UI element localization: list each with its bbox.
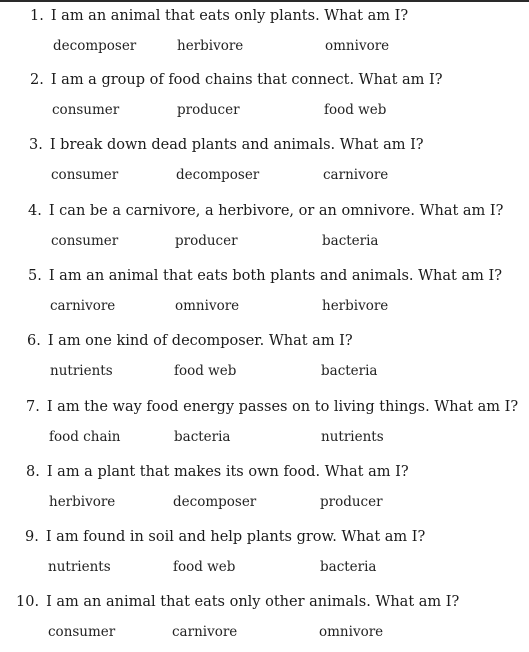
- question-8: [0, 462, 529, 522]
- answer-option-3[interactable]: omnivore: [319, 624, 384, 640]
- question-number: 8.: [26, 464, 40, 480]
- answer-option-2[interactable]: producer: [175, 233, 238, 249]
- answer-option-3[interactable]: herbivore: [322, 298, 389, 314]
- question-line: [30, 6, 408, 26]
- question-text: I break down dead plants and animals. What am I?: [49, 137, 424, 153]
- top-rule: [0, 0, 529, 2]
- answer-option-1[interactable]: nutrients: [50, 363, 113, 379]
- answer-option-2[interactable]: food web: [173, 559, 236, 575]
- question-text: I am a group of food chains that connect. What am I?: [50, 72, 443, 88]
- answer-option-1[interactable]: carnivore: [50, 298, 116, 314]
- answer-option-3[interactable]: food web: [324, 102, 387, 118]
- question-text: I am an animal that eats only plants. What am I?: [50, 8, 409, 24]
- question-number: 4.: [28, 203, 42, 219]
- question-line: [28, 266, 502, 286]
- question-line: [25, 527, 425, 547]
- question-text: I am found in soil and help plants grow. What am I?: [45, 529, 426, 545]
- answer-option-1[interactable]: nutrients: [48, 559, 111, 575]
- question-number: 7.: [26, 399, 40, 415]
- question-line: [27, 331, 353, 351]
- answer-option-2[interactable]: carnivore: [172, 624, 238, 640]
- question-text: I am the way food energy passes on to living things. What am I?: [46, 399, 519, 415]
- answer-option-3[interactable]: bacteria: [322, 233, 379, 249]
- question-9: [0, 527, 529, 587]
- question-10: [0, 592, 529, 652]
- question-line: [26, 462, 409, 482]
- question-2: [0, 70, 529, 130]
- answer-option-3[interactable]: bacteria: [320, 559, 377, 575]
- answer-option-3[interactable]: omnivore: [325, 38, 390, 54]
- question-line: [28, 201, 503, 221]
- answer-option-3[interactable]: bacteria: [321, 363, 378, 379]
- answer-option-2[interactable]: bacteria: [174, 429, 231, 445]
- answer-option-2[interactable]: herbivore: [177, 38, 244, 54]
- answer-option-1[interactable]: consumer: [51, 167, 119, 183]
- question-number: 3.: [29, 137, 43, 153]
- question-number: 2.: [30, 72, 44, 88]
- question-number: 9.: [25, 529, 39, 545]
- question-number: 5.: [28, 268, 42, 284]
- answer-option-2[interactable]: decomposer: [173, 494, 257, 510]
- question-4: [0, 201, 529, 261]
- answer-option-1[interactable]: decomposer: [53, 38, 137, 54]
- question-line: [26, 397, 518, 417]
- question-line: [29, 135, 424, 155]
- question-6: [0, 331, 529, 391]
- question-line: [16, 592, 459, 612]
- answer-option-1[interactable]: consumer: [48, 624, 116, 640]
- question-3: [0, 135, 529, 195]
- question-5: [0, 266, 529, 326]
- answer-option-3[interactable]: carnivore: [323, 167, 389, 183]
- question-number: 6.: [27, 333, 41, 349]
- answer-option-2[interactable]: decomposer: [176, 167, 260, 183]
- answer-option-2[interactable]: food web: [174, 363, 237, 379]
- answer-option-1[interactable]: consumer: [51, 233, 119, 249]
- answer-option-1[interactable]: herbivore: [49, 494, 116, 510]
- answer-option-3[interactable]: producer: [320, 494, 383, 510]
- question-7: [0, 397, 529, 457]
- question-text: I am a plant that makes its own food. What am I?: [46, 464, 409, 480]
- answer-option-2[interactable]: producer: [177, 102, 240, 118]
- answer-option-1[interactable]: food chain: [49, 429, 121, 445]
- question-number: 1.: [30, 8, 44, 24]
- question-text: I am one kind of decomposer. What am I?: [47, 333, 353, 349]
- question-text: I am an animal that eats both plants and animals. What am I?: [48, 268, 502, 284]
- answer-option-3[interactable]: nutrients: [321, 429, 384, 445]
- question-text: I can be a carnivore, a herbivore, or an omnivore. What am I?: [48, 203, 504, 219]
- question-1: [0, 6, 529, 66]
- question-number: 10.: [16, 594, 40, 610]
- question-line: [30, 70, 443, 90]
- answer-option-1[interactable]: consumer: [52, 102, 120, 118]
- answer-option-2[interactable]: omnivore: [175, 298, 240, 314]
- question-text: I am an animal that eats only other animals. What am I?: [46, 594, 460, 610]
